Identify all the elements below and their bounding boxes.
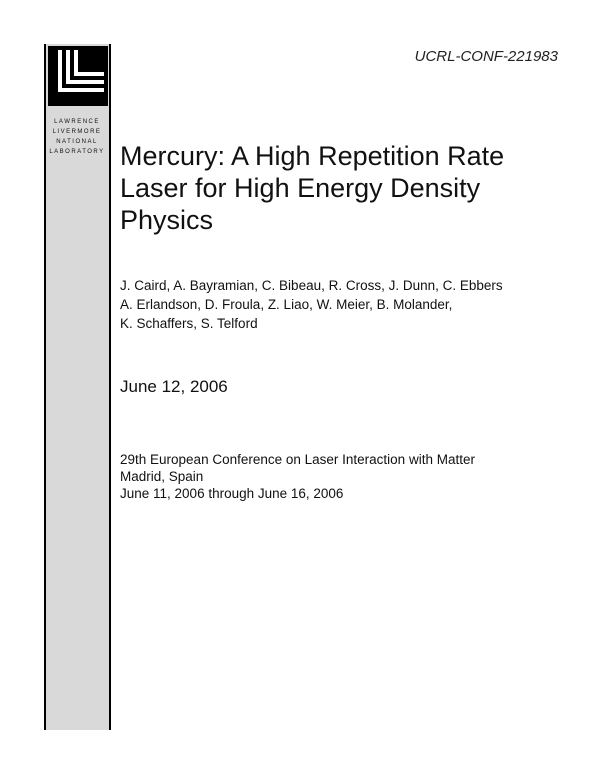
report-number: UCRL-CONF-221983 — [414, 48, 558, 65]
authors — [120, 276, 580, 333]
conference-line: June 11, 2006 through June 16, 2006 — [120, 486, 344, 501]
authors-line: A. Erlandson, D. Froula, Z. Liao, W. Meier, B. Molander, — [120, 297, 453, 312]
authors-line: J. Caird, A. Bayramian, C. Bibeau, R. Cross, J. Dunn, C. Ebbers — [120, 278, 503, 293]
llnl-logo-icon — [48, 46, 108, 106]
document-date: June 12, 2006 — [120, 377, 228, 396]
authors-line: K. Schaffers, S. Telford — [120, 316, 258, 331]
conference-line: Madrid, Spain — [120, 469, 204, 484]
conference-line: 29th European Conference on Laser Interaction with Matter — [120, 452, 475, 467]
document-title: Mercury: A High Repetition Rate Laser for High Energy Density Physics — [120, 141, 505, 235]
lab-name-line: LIVERMORE — [52, 129, 102, 135]
lab-name — [46, 117, 108, 157]
lab-name-line: LAWRENCE — [54, 119, 100, 125]
conference-info — [120, 451, 580, 502]
lab-name-line: NATIONAL — [56, 139, 98, 145]
lab-name-line: LABORATORY — [49, 149, 105, 155]
